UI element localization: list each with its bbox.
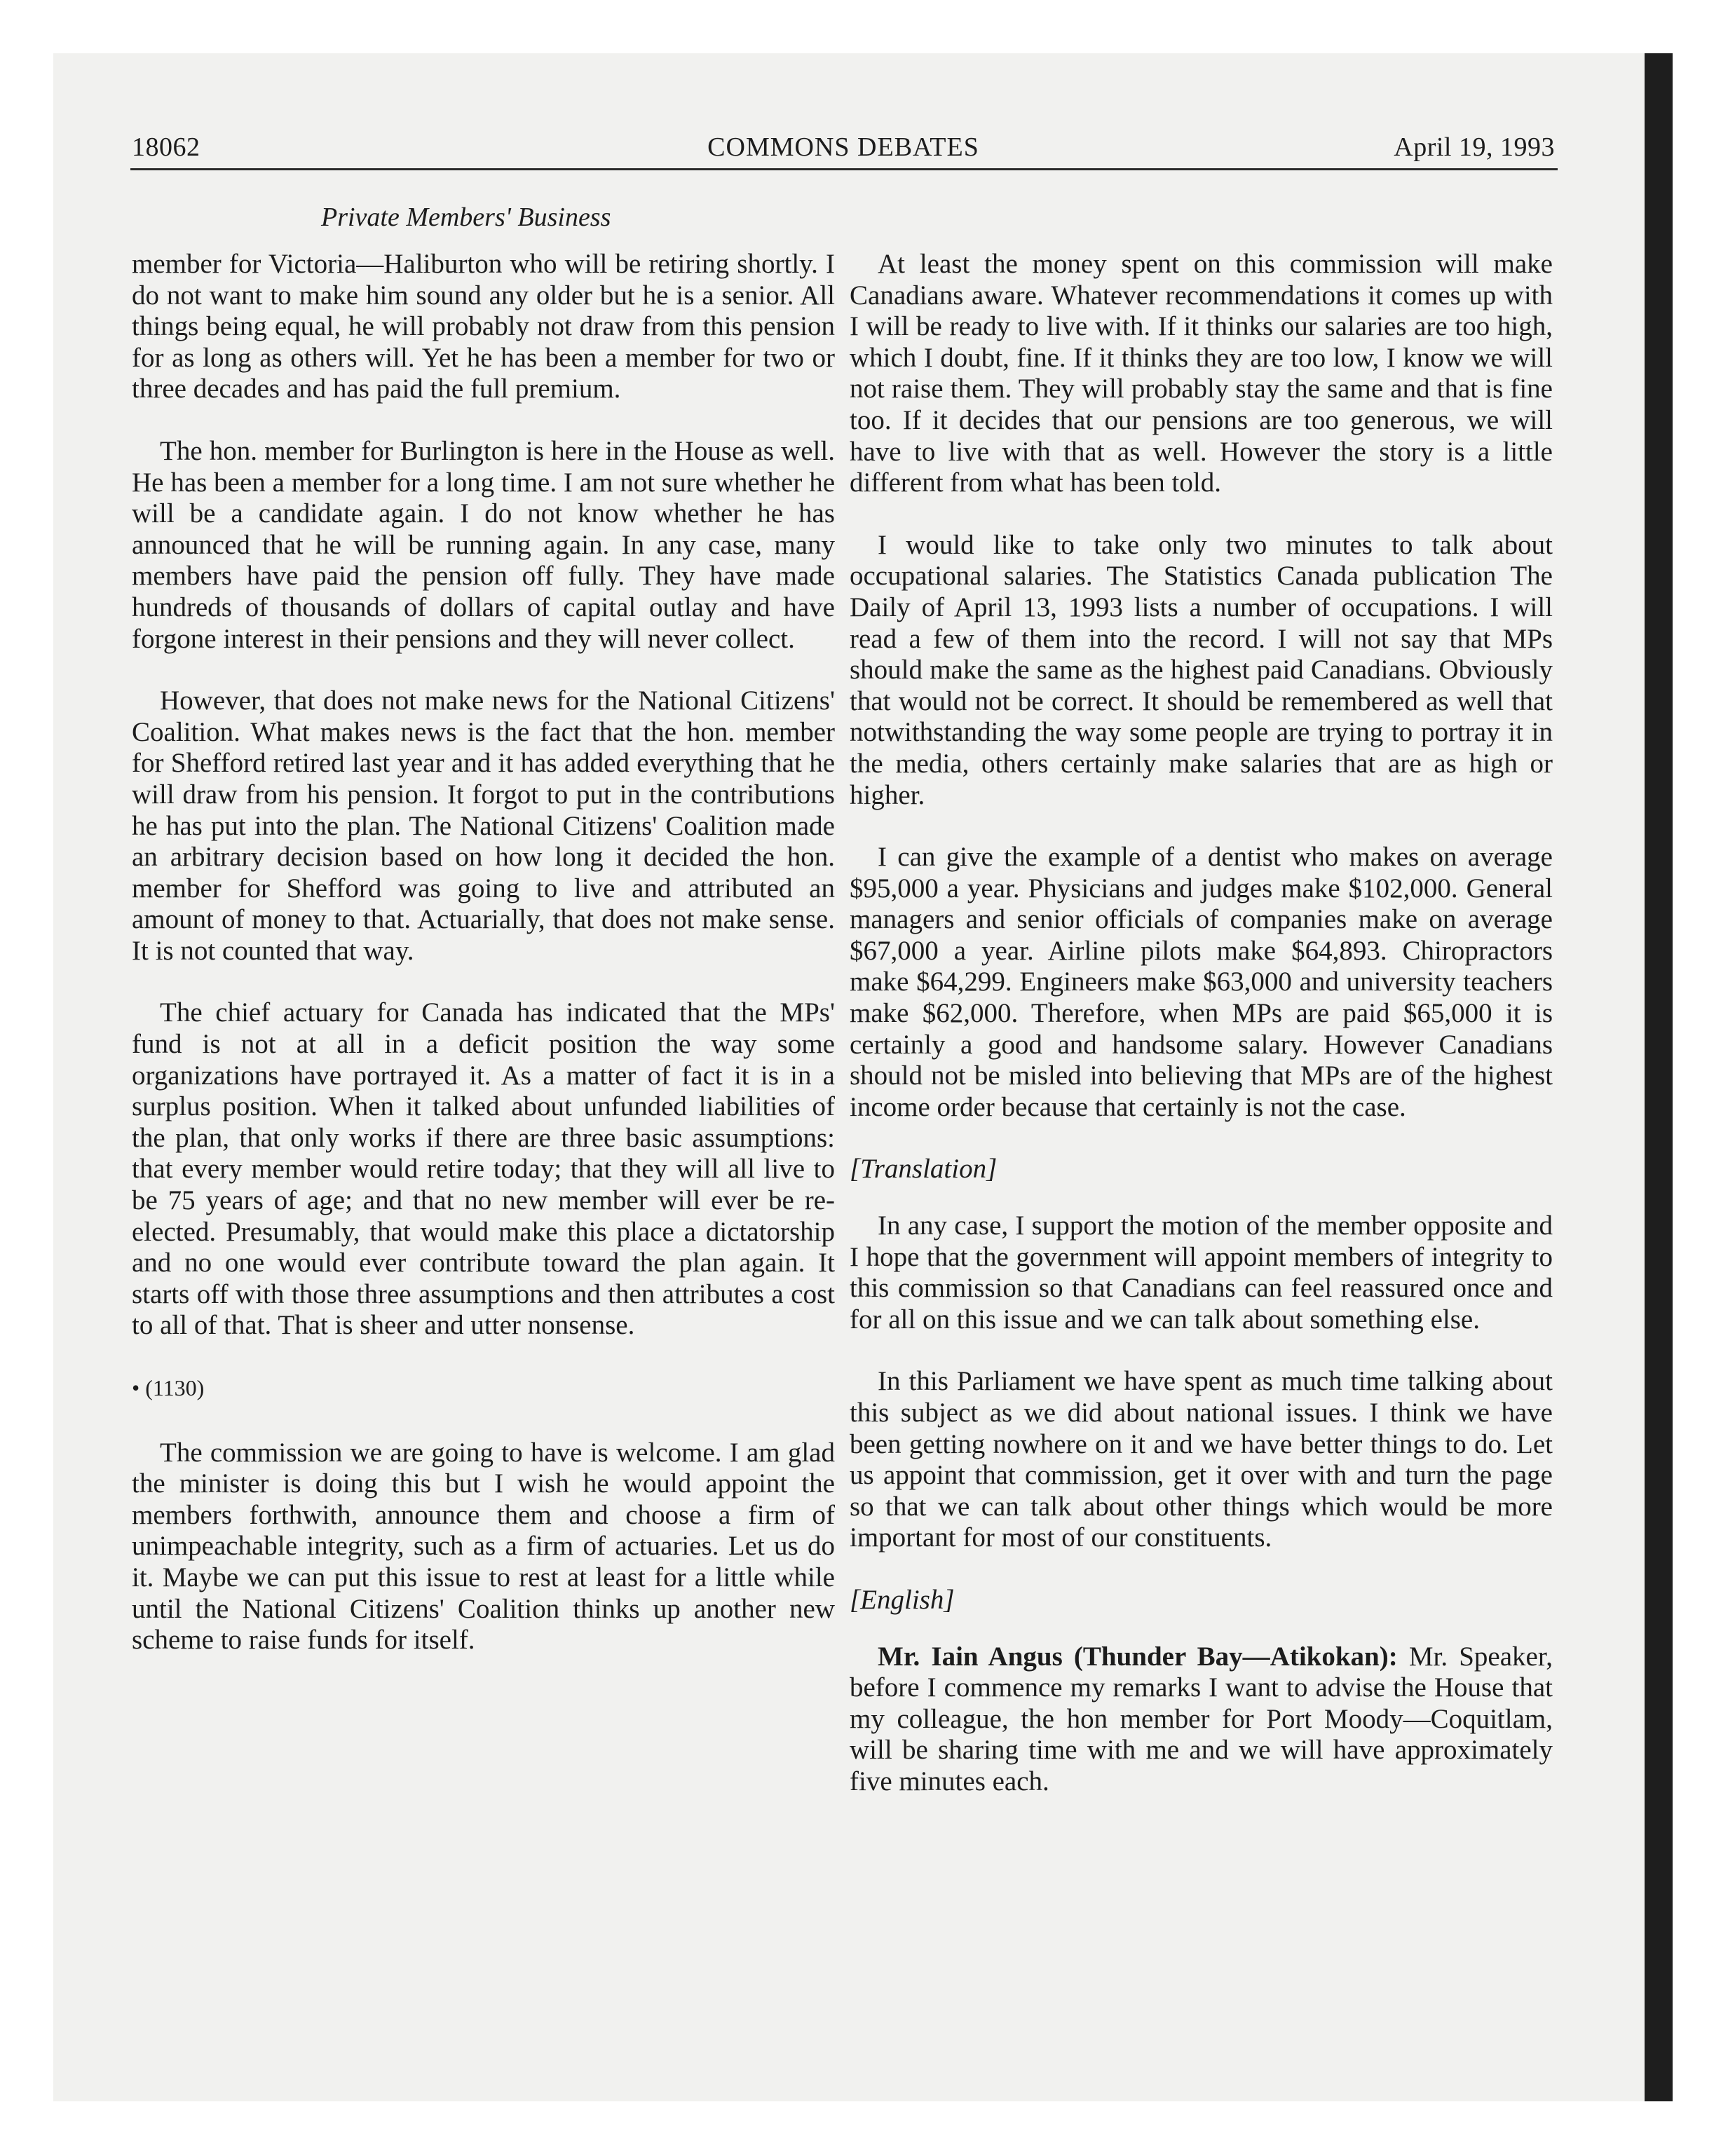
paragraph: member for Victoria—Haliburton who will be retiring shortly. I do not want to make him sound any older but he is a senior. All things being equal, he will probably not draw from this pension for as long as others will. Yet he has been a member for two or three decades and has paid the full premium.: [132, 249, 835, 404]
paragraph: I can give the example of a dentist who makes on average $95,000 a year. Physicians and judges make $102,000. General managers and senior officials of companies make on average $67,000 a year. Airline pilots make $64,893. Chiropractors make $64,299. Engineers make $63,000 and university teachers make $62,000. Therefore, when MPs are paid $65,000 it is certainly a good and handsome salary. However Canadians should not be misled into believing that MPs are of the highest income order because that certainly is not the case.: [850, 842, 1553, 1122]
paragraph: The commission we are going to have is welcome. I am glad the minister is doing this but I wish he would appoint the members forthwith, announce them and choose a firm of unimpeachable integrity, such as a firm of actuaries. Let us do it. Maybe we can put this issue to rest at least for a little while until the National Citizens' Coalition thinks up another new scheme to raise funds for itself.: [132, 1437, 835, 1656]
scan-edge-shadow: [1645, 53, 1673, 2101]
english-tag: [English]: [850, 1584, 955, 1615]
page-header: [132, 132, 1555, 167]
left-column: [132, 249, 835, 1687]
paragraph: The chief actuary for Canada has indicated that the MPs' fund is not at all in a deficit position the way some organizations have portrayed it. As a matter of fact it is in a surplus position. When it talked about unfunded liabilities of the plan, that only works if there are three basic assumptions: that every member would retire today; that they will all live to be 75 years of age; and that no new member will ever be re-elected. Presumably, that would make this place a dictatorship and no one would ever contribute toward the plan again. It starts off with those three assumptions and then attributes a cost to all of that. That is sheer and utter nonsense.: [132, 997, 835, 1341]
time-marker: • (1130): [132, 1375, 205, 1400]
issue-date: April 19, 1993: [1394, 132, 1555, 162]
section-heading: Private Members' Business: [321, 203, 611, 232]
paragraph: In this Parliament we have spent as much time talking about this subject as we did about national issues. I think we have been getting nowhere on it and we have better things to do. Let us appoint that commission, get it over with and turn the page so that we can talk about other things which would be more important for most of our constituents.: [850, 1366, 1553, 1553]
paragraph: In any case, I support the motion of the member opposite and I hope that the government will appoint members of integrity to this commission so that Canadians can feel reassured once and for all on this issue and we can talk about something else.: [850, 1210, 1553, 1335]
paragraph: At least the money spent on this commission will make Canadians aware. Whatever recommendations it comes up with I will be ready to live with. If it thinks our salaries are too high, which I doubt, fine. If it thinks they are too low, I know we will not raise them. They will probably stay the same and that is fine too. If it decides that our pensions are too generous, we will have to live with that as well. However the story is a little different from what has been told.: [850, 249, 1553, 498]
paragraph: However, that does not make news for the National Citizens' Coalition. What makes news is the fact that the hon. member for Shefford retired last year and it has added everything that he will draw from his pension. It forgot to put in the contributions he has put into the plan. The National Citizens' Coalition made an arbitrary decision based on how long it decided the hon. member for Shefford was going to live and attributed an amount of money to that. Actuarially, that does not make sense. It is not counted that way.: [132, 685, 835, 966]
translation-tag: [Translation]: [850, 1154, 998, 1185]
page-number: 18062: [132, 132, 200, 162]
header-rule: [130, 168, 1558, 170]
paragraph: I would like to take only two minutes to talk about occupational salaries. The Statistics Canada publication The Daily of April 13, 1993 lists a number of occupations. I will read a few of them into the record. I will not say that MPs should make the same as the highest paid Canadians. Obviously that would not be correct. It should be remembered as well that notwithstanding the way some people are trying to portray it in the media, others certainly make salaries that are as high or higher.: [850, 529, 1553, 810]
journal-title: COMMONS DEBATES: [707, 132, 979, 162]
speaker-name: Mr. Iain Angus (Thunder Bay—Atikokan):: [878, 1641, 1398, 1672]
speech-text: Mr. Speaker, before I commence my remarks I want to advise the House that my colleague, the hon member for Port Moody—Coquitlam, will be sharing time with me and we will have approximately five minutes each.: [850, 1641, 1553, 1796]
paragraph: The hon. member for Burlington is here in the House as well. He has been a member for a long time. I am not sure whether he will be a candidate again. I do not know whether he has announced that he will be running again. In any case, many members have paid the pension off fully. They have made hundreds of thousands of dollars of capital outlay and have forgone interest in their pensions and they will never collect.: [132, 435, 835, 654]
right-column: [850, 249, 1553, 1829]
speaker-paragraph: [850, 1642, 1553, 1798]
